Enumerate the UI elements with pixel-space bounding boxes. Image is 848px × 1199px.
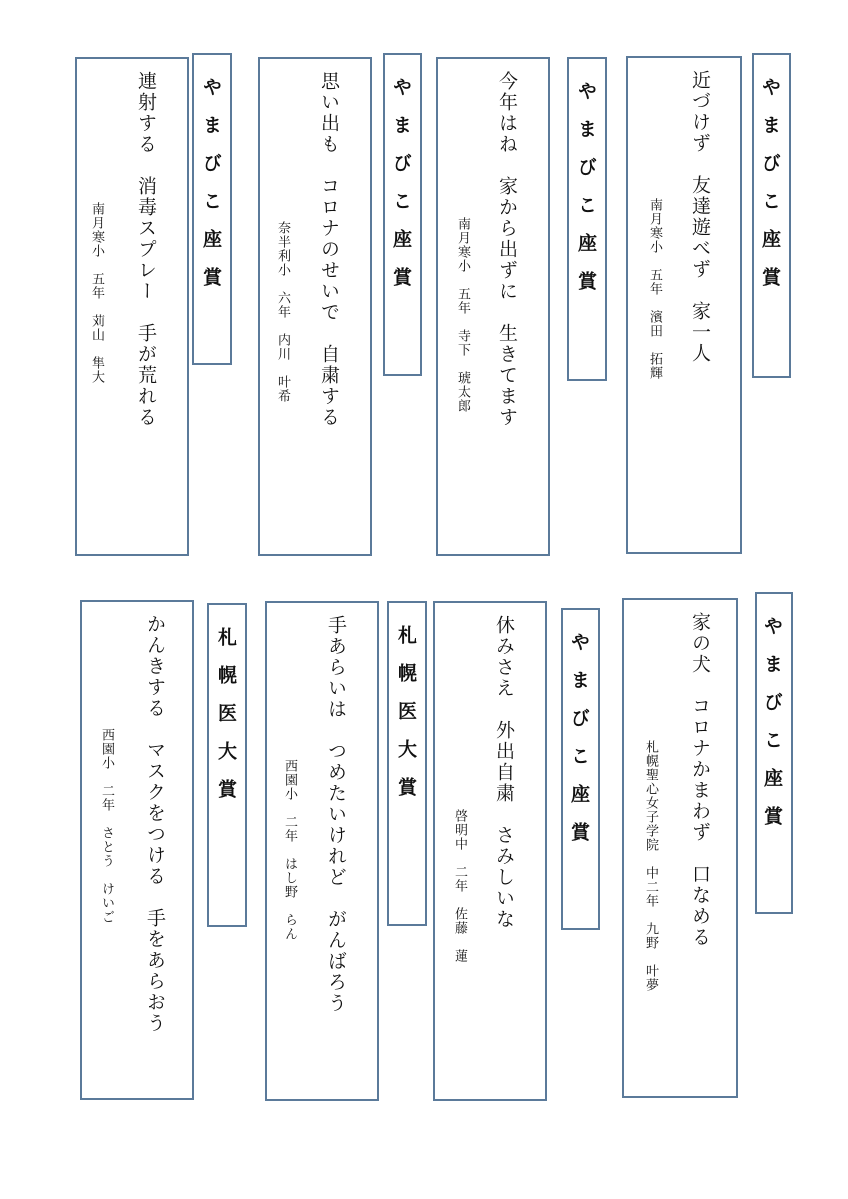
haiku-card-8 — [80, 600, 194, 1100]
author-text: 南月寒小 五年 濱田 拓輝 — [647, 198, 662, 380]
award-label-8: 札幌医大賞 — [207, 603, 247, 927]
haiku-card-4 — [75, 57, 189, 556]
author-text: 南月寒小 五年 寺下 琥太郎 — [455, 217, 470, 413]
poem-text: かんきする マスクをつける 手をあらおう — [144, 614, 166, 1034]
award-label-1: やまびこ座賞 — [752, 53, 791, 378]
haiku-card-3 — [258, 57, 372, 556]
poem-text: 休みさえ 外出自粛 さみしいな — [493, 615, 515, 930]
award-label-6: やまびこ座賞 — [561, 608, 600, 930]
poem-text: 手あらいは つめたいけれど がんばろう — [325, 615, 347, 1014]
haiku-card-6 — [433, 601, 547, 1101]
author-text: 南月寒小 五年 苅山 隼大 — [89, 202, 104, 384]
haiku-card-2 — [436, 57, 550, 556]
poem-text: 今年はね 家から出ずに 生きてます — [496, 71, 518, 428]
poem-text: 近づけず 友達遊べず 家一人 — [689, 70, 711, 364]
author-text: 奈半利小 六年 内川 叶希 — [275, 221, 290, 403]
haiku-card-7 — [265, 601, 379, 1101]
author-text: 啓明中 二年 佐藤 蓮 — [452, 809, 467, 963]
award-label-3: やまびこ座賞 — [383, 53, 422, 376]
award-label-4: やまびこ座賞 — [192, 53, 232, 365]
poem-text: 思い出も コロナのせいで 自粛する — [318, 71, 340, 428]
haiku-card-1 — [626, 56, 742, 554]
award-label-2: やまびこ座賞 — [567, 57, 607, 381]
author-text: 札幌聖心女子学院 中二年 九野 叶夢 — [643, 740, 658, 992]
author-text: 西園小 二年 はし野 らん — [282, 759, 297, 941]
poem-text: 家の犬 コロナかまわず 口なめる — [689, 612, 711, 948]
poem-text: 連射する 消毒スプレー 手が荒れる — [135, 71, 157, 428]
haiku-card-5 — [622, 598, 738, 1098]
award-label-5: やまびこ座賞 — [755, 592, 793, 914]
author-text: 西園小 二年 さとう けいご — [99, 728, 114, 924]
award-label-7: 札幌医大賞 — [387, 601, 427, 926]
